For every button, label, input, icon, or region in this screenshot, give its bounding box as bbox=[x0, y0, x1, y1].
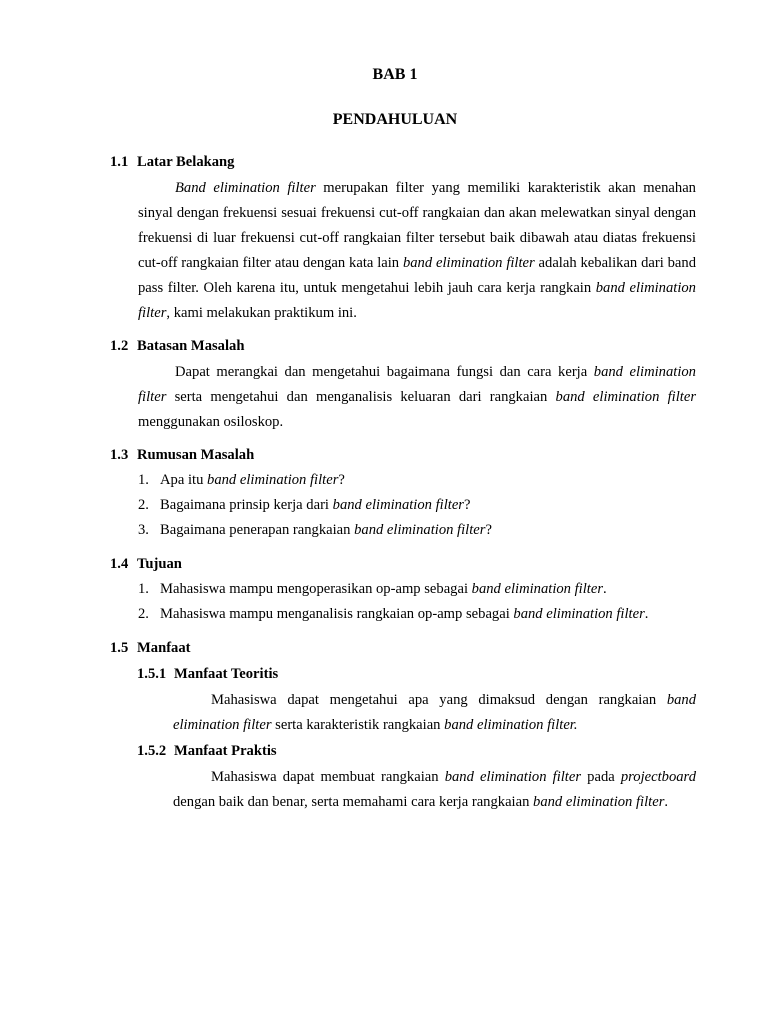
section-number: 1.4 bbox=[110, 556, 129, 572]
para-run: Dapat merangkai dan mengetahui bagaimana fungsi dan cara kerja bbox=[175, 364, 594, 380]
para-run: . bbox=[664, 794, 669, 810]
list-item: 3. Bagaimana penerapan rangkaian band elimination filter? bbox=[138, 522, 492, 538]
para-run: Mahasiswa dapat mengetahui apa yang dimaksud dengan rangkaian bbox=[211, 692, 667, 708]
para-run: Band elimination filter bbox=[175, 180, 316, 196]
para-run: band elimination filter bbox=[173, 692, 696, 733]
para-run: band elimination filter bbox=[555, 389, 696, 405]
section-number: 1.5 bbox=[110, 640, 129, 656]
chapter-title: PENDAHULUAN bbox=[332, 111, 458, 128]
numbered-list bbox=[110, 468, 696, 543]
section-heading bbox=[110, 336, 696, 356]
para-run: menggunakan osiloskop. bbox=[138, 414, 284, 430]
section-heading bbox=[110, 445, 696, 465]
paragraph bbox=[173, 688, 696, 738]
section-number: 1.2 bbox=[110, 338, 129, 354]
section-title: Tujuan bbox=[137, 556, 182, 572]
para-run: band elimination filter bbox=[138, 280, 696, 321]
para-run: projectboard bbox=[620, 769, 696, 785]
section-title: Latar Belakang bbox=[137, 154, 235, 170]
para-run: band elimination filter bbox=[533, 794, 665, 810]
list-item: 1. Apa itu band elimination filter? bbox=[138, 472, 345, 488]
para-run: band elimination filter bbox=[444, 769, 582, 785]
section-title: Manfaat bbox=[137, 640, 191, 656]
para-run: adalah kebalikan dari band pass filter. Oleh karena itu, untuk mengetahui lebih jauh cara kerja rangkain bbox=[138, 255, 696, 296]
section-heading bbox=[110, 554, 696, 574]
para-run: Mahasiswa dapat membuat rangkaian bbox=[211, 769, 445, 785]
subsection-title: Manfaat Teoritis bbox=[174, 666, 279, 682]
section-latar-belakang bbox=[110, 152, 696, 326]
section-tujuan bbox=[110, 554, 696, 627]
para-run: , kami melakukan praktikum ini. bbox=[166, 305, 357, 321]
list-item: 2. Bagaimana prinsip kerja dari band elimination filter? bbox=[138, 497, 471, 513]
section-manfaat bbox=[110, 638, 696, 815]
para-run: pada bbox=[581, 769, 621, 785]
section-batasan-masalah bbox=[110, 336, 696, 435]
paragraph bbox=[173, 765, 696, 815]
para-run: band elimination filter. bbox=[444, 717, 578, 733]
list-item: 1. Mahasiswa mampu mengoperasikan op-amp sebagai band elimination filter. bbox=[138, 581, 607, 597]
subsection-number: 1.5.2 bbox=[137, 743, 167, 759]
subsection-heading bbox=[137, 664, 696, 684]
para-run: merupakan filter yang memiliki karakteristik akan menahan sinyal dengan frekuensi sesuai frekuensi cut-off rangkaian dan akan melewatkan sinyal dengan frekuensi di luar frekuensi cut-off rangkaian filter tersebut baik dibawah atau diatas frekuensi cut-off rangkaian filter atau dengan kata lain bbox=[138, 180, 696, 271]
section-heading bbox=[110, 152, 696, 172]
subsection-title: Manfaat Praktis bbox=[174, 743, 277, 759]
paragraph bbox=[138, 360, 696, 435]
chapter-number: BAB 1 bbox=[372, 66, 418, 83]
section-title: Batasan Masalah bbox=[137, 338, 245, 354]
section-heading bbox=[110, 638, 696, 658]
paragraph bbox=[138, 176, 696, 326]
para-run: serta mengetahui dan menganalisis keluaran dari rangkaian bbox=[166, 389, 556, 405]
section-title: Rumusan Masalah bbox=[137, 447, 255, 463]
para-run: dengan baik dan benar, serta memahami cara kerja rangkaian bbox=[173, 794, 534, 810]
subsection-heading bbox=[137, 741, 696, 761]
numbered-list bbox=[110, 577, 696, 627]
section-number: 1.1 bbox=[110, 154, 129, 170]
para-run: serta karakteristik rangkaian bbox=[271, 717, 445, 733]
para-run: band elimination filter bbox=[402, 255, 535, 271]
list-item: 2. Mahasiswa mampu menganalisis rangkaian op-amp sebagai band elimination filter. bbox=[138, 606, 649, 622]
subsection-number: 1.5.1 bbox=[137, 666, 167, 682]
para-run: band elimination filter bbox=[138, 364, 696, 405]
section-number: 1.3 bbox=[110, 447, 129, 463]
section-rumusan-masalah bbox=[110, 445, 696, 543]
